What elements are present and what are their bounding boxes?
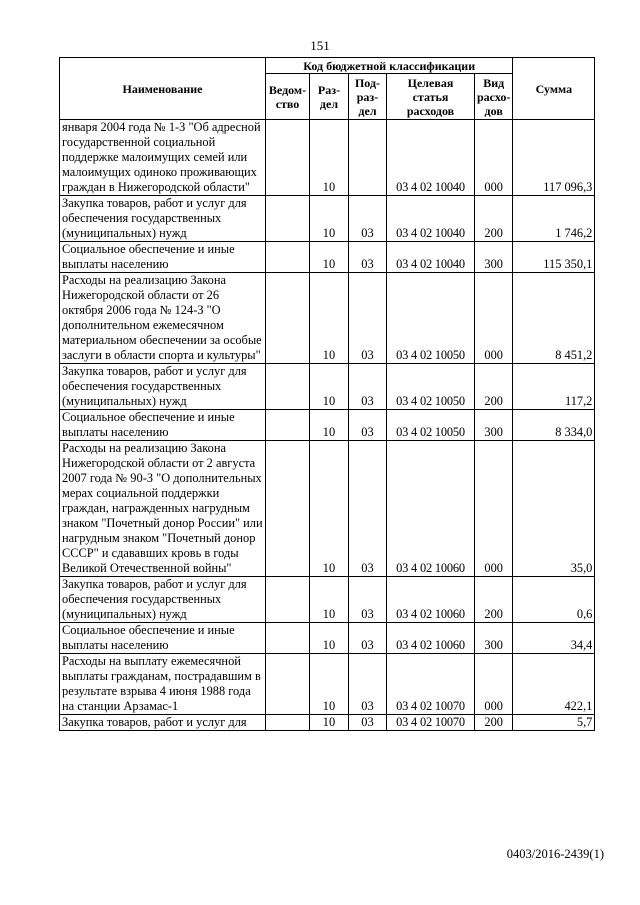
cell-sum: 1 746,2 [513,196,595,242]
cell-vid-raskhodov: 200 [475,577,513,623]
header-code-group: Код бюджетной классификации [266,58,513,74]
cell-sum: 115 350,1 [513,242,595,273]
cell-sum: 34,4 [513,623,595,654]
cell-name: Закупка товаров, работ и услуг для обеспечения государственных (муниципальных) нужд [60,196,266,242]
cell-vid-raskhodov: 000 [475,441,513,577]
cell-name: Закупка товаров, работ и услуг для обеспечения государственных (муниципальных) нужд [60,577,266,623]
cell-razdel: 10 [310,242,349,273]
cell-sum: 35,0 [513,441,595,577]
cell-celevaya-statya: 03 4 02 10070 [387,715,475,731]
header-razdel: Раз-дел [310,74,349,120]
cell-podrazdel: 03 [349,364,387,410]
cell-podrazdel: 03 [349,410,387,441]
cell-name: Расходы на реализацию Закона Нижегородской области от 26 октября 2006 года № 124-З "О дополнительном ежемесячном материальном обеспечении за особые заслуги в области спорта и культуры" [60,273,266,364]
cell-name: Социальное обеспечение и иные выплаты населению [60,410,266,441]
header-podrazdel: Под-раз-дел [349,74,387,120]
page-number: 151 [310,38,330,53]
cell-name: Закупка товаров, работ и услуг для обеспечения государственных (муниципальных) нужд [60,364,266,410]
cell-sum: 117 096,3 [513,120,595,196]
cell-name: Социальное обеспечение и иные выплаты населению [60,242,266,273]
cell-razdel: 10 [310,715,349,731]
cell-razdel: 10 [310,410,349,441]
cell-celevaya-statya: 03 4 02 10050 [387,364,475,410]
cell-razdel: 10 [310,654,349,715]
table-row [60,196,595,242]
cell-celevaya-statya: 03 4 02 10050 [387,410,475,441]
cell-celevaya-statya: 03 4 02 10060 [387,441,475,577]
cell-podrazdel: 03 [349,577,387,623]
cell-vedomstvo [266,715,310,731]
cell-vid-raskhodov: 300 [475,623,513,654]
cell-podrazdel [349,120,387,196]
cell-celevaya-statya: 03 4 02 10050 [387,273,475,364]
cell-vedomstvo [266,242,310,273]
cell-podrazdel: 03 [349,273,387,364]
header-name: Наименование [60,58,266,120]
cell-razdel: 10 [310,273,349,364]
table-row [60,623,595,654]
cell-razdel: 10 [310,364,349,410]
cell-celevaya-statya: 03 4 02 10060 [387,577,475,623]
cell-vid-raskhodov: 300 [475,410,513,441]
cell-vedomstvo [266,273,310,364]
table-row [60,441,595,577]
cell-razdel: 10 [310,441,349,577]
table-row [60,410,595,441]
cell-celevaya-statya: 03 4 02 10040 [387,120,475,196]
cell-sum: 8 451,2 [513,273,595,364]
cell-celevaya-statya: 03 4 02 10040 [387,196,475,242]
cell-vid-raskhodov: 300 [475,242,513,273]
cell-sum: 8 334,0 [513,410,595,441]
cell-vedomstvo [266,441,310,577]
budget-table [59,57,595,731]
cell-vid-raskhodov: 000 [475,120,513,196]
table-row [60,715,595,731]
cell-razdel: 10 [310,577,349,623]
cell-name: Расходы на выплату ежемесячной выплаты гражданам, пострадавшим в результате взрыва 4 июня 1988 года на станции Арзамас-1 [60,654,266,715]
table-row [60,273,595,364]
cell-podrazdel: 03 [349,441,387,577]
cell-vid-raskhodov: 000 [475,654,513,715]
cell-vid-raskhodov: 200 [475,364,513,410]
cell-vedomstvo [266,196,310,242]
table-row [60,364,595,410]
cell-vid-raskhodov: 000 [475,273,513,364]
cell-sum: 117,2 [513,364,595,410]
cell-name: Социальное обеспечение и иные выплаты населению [60,623,266,654]
cell-podrazdel: 03 [349,654,387,715]
table-row [60,242,595,273]
cell-vedomstvo [266,623,310,654]
cell-name: Расходы на реализацию Закона Нижегородской области от 2 августа 2007 года № 90-З "О дополнительных мерах социальной поддержки граждан, награжденных нагрудным знаком "Почетный донор России" или нагрудным знаком "Почетный донор СССР" и сдававших кровь в годы Великой Отечественной войны" [60,441,266,577]
cell-sum: 0,6 [513,577,595,623]
table-body [60,120,595,731]
cell-sum: 422,1 [513,654,595,715]
cell-razdel: 10 [310,120,349,196]
table-row [60,654,595,715]
header-vid-raskhodov: Вид расхо-дов [475,74,513,120]
cell-vedomstvo [266,364,310,410]
cell-celevaya-statya: 03 4 02 10060 [387,623,475,654]
cell-sum: 5,7 [513,715,595,731]
cell-razdel: 10 [310,623,349,654]
header-vedomstvo: Ведом-ство [266,74,310,120]
table-row [60,577,595,623]
table-row [60,120,595,196]
document-code: 0403/2016-2439(1) [506,847,604,861]
cell-podrazdel: 03 [349,623,387,654]
cell-name: Закупка товаров, работ и услуг для [60,715,266,731]
header-celevaya-statya: Целевая статья расходов [387,74,475,120]
cell-podrazdel: 03 [349,196,387,242]
cell-vedomstvo [266,654,310,715]
cell-vedomstvo [266,120,310,196]
cell-celevaya-statya: 03 4 02 10070 [387,654,475,715]
cell-celevaya-statya: 03 4 02 10040 [387,242,475,273]
cell-podrazdel: 03 [349,715,387,731]
table-header [60,58,595,120]
cell-vedomstvo [266,410,310,441]
cell-vid-raskhodov: 200 [475,715,513,731]
cell-vedomstvo [266,577,310,623]
cell-podrazdel: 03 [349,242,387,273]
header-sum: Сумма [513,58,595,120]
cell-vid-raskhodov: 200 [475,196,513,242]
cell-razdel: 10 [310,196,349,242]
cell-name: января 2004 года № 1-З "Об адресной государственной социальной поддержке малоимущих семей или малоимущих одиноко проживающих граждан в Нижегородской области" [60,120,266,196]
